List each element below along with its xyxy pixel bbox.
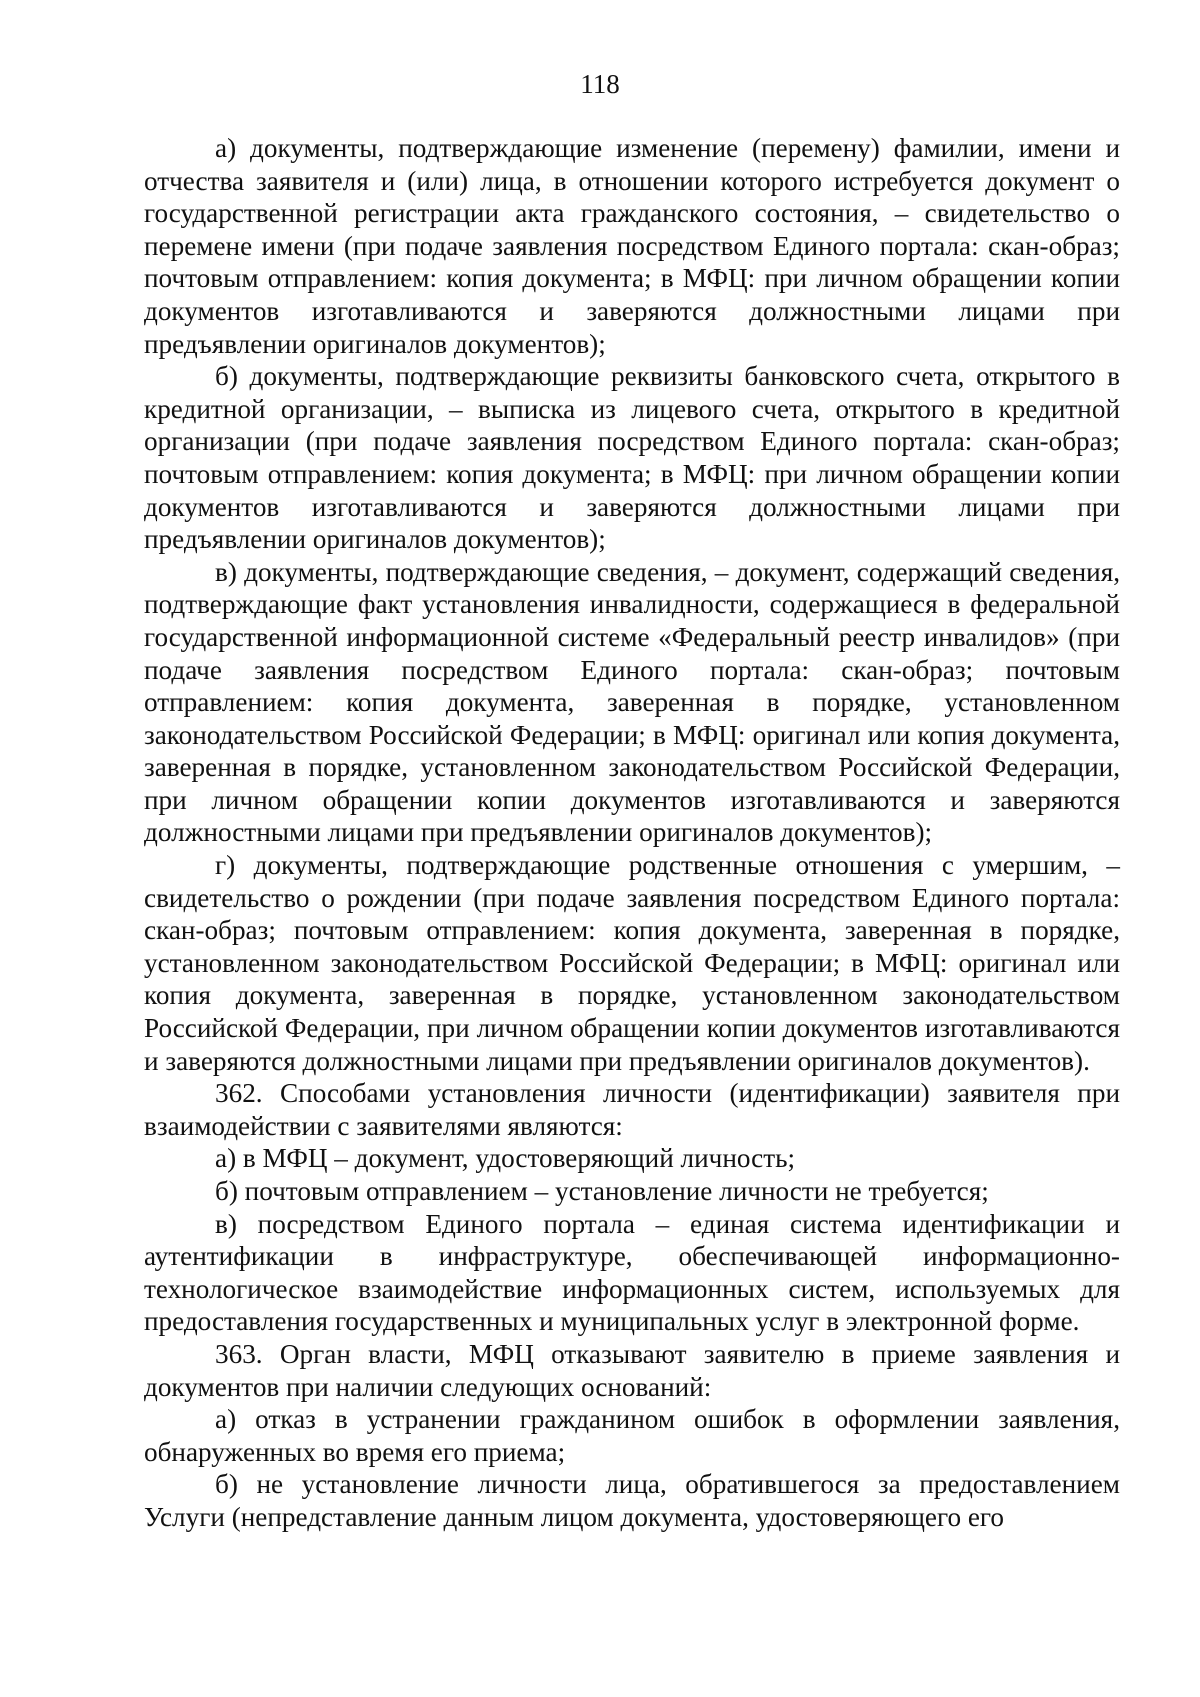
paragraph-g-kinship-docs: г) документы, подтверждающие родственные отношения с умершим, – свидетельство о рождении (при подаче заявления посредством Единого портала: скан-образ; почтовым отправлением: копия документа, заверенная в порядке, установленном законодательством Российской Федерации; в МФЦ: оригинал или копия документа, заверенная в порядке, установленном законодательством Российской Федерации, при личном обращении копии документов изготавливаются и заверяются должностными лицами при предъявлении оригиналов документов). [144,850,1120,1076]
paragraph-362-v: в) посредством Единого портала – единая система идентификации и аутентификации в инфраструктуре, обеспечивающей информационно-технологическое взаимодействие информационных систем, используемых для предоставления государственных и муниципальных услуг в электронной форме. [144,1208,1120,1337]
paragraph-362-b: б) почтовым отправлением – установление личности не требуется; [215,1176,989,1206]
page-number: 118 [580,69,620,99]
paragraph-362-identification-methods: 362. Способами установления личности (идентификации) заявителя при взаимодействии с заявителями являются: [144,1078,1120,1141]
paragraph-b-bank-account-docs: б) документы, подтверждающие реквизиты банковского счета, открытого в кредитной организации, – выписка из лицевого счета, открытого в кредитной организации (при подаче заявления посредством Единого портала: скан-образ; почтовым отправлением: копия документа; в МФЦ: при личном обращении копии документов изготавливаются и заверяются должностными лицами при предъявлении оригиналов документов); [144,361,1120,555]
document-body [144,132,1120,1534]
paragraph-362-a: а) в МФЦ – документ, удостоверяющий личность; [215,1143,796,1174]
paragraph-a-name-change-docs: а) документы, подтверждающие изменение (перемену) фамилии, имени и отчества заявителя и (или) лица, в отношении которого истребуется документ о государственной регистрации акта гражданского состояния, – свидетельство о перемене имени (при подаче заявления посредством Единого портала: скан-образ; почтовым отправлением: копия документа; в МФЦ: при личном обращении копии документов изготавливаются и заверяются должностными лицами при предъявлении оригиналов документов); [144,133,1120,359]
paragraph-363-b: б) не установление личности лица, обратившегося за предоставлением Услуги (непредставление данным лицом документа, удостоверяющего его [144,1469,1120,1532]
paragraph-363-a: а) отказ в устранении гражданином ошибок в оформлении заявления, обнаруженных во время его приема; [144,1404,1120,1467]
paragraph-363-refusal-grounds: 363. Орган власти, МФЦ отказывают заявителю в приеме заявления и документов при наличии следующих оснований: [144,1338,1120,1402]
paragraph-v-disability-docs: в) документы, подтверждающие сведения, – документ, содержащий сведения, подтверждающие факт установления инвалидности, содержащиеся в федеральной государственной информационной системе «Федеральный реестр инвалидов» (при подаче заявления посредством Единого портала: скан-образ; почтовым отправлением: копия документа, заверенная в порядке, установленном законодательством Российской Федерации; в МФЦ: оригинал или копия документа, заверенная в порядке, установленном законодательством Российской Федерации, при личном обращении копии документов изготавливаются и заверяются должностными лицами при предъявлении оригиналов документов); [144,556,1120,848]
